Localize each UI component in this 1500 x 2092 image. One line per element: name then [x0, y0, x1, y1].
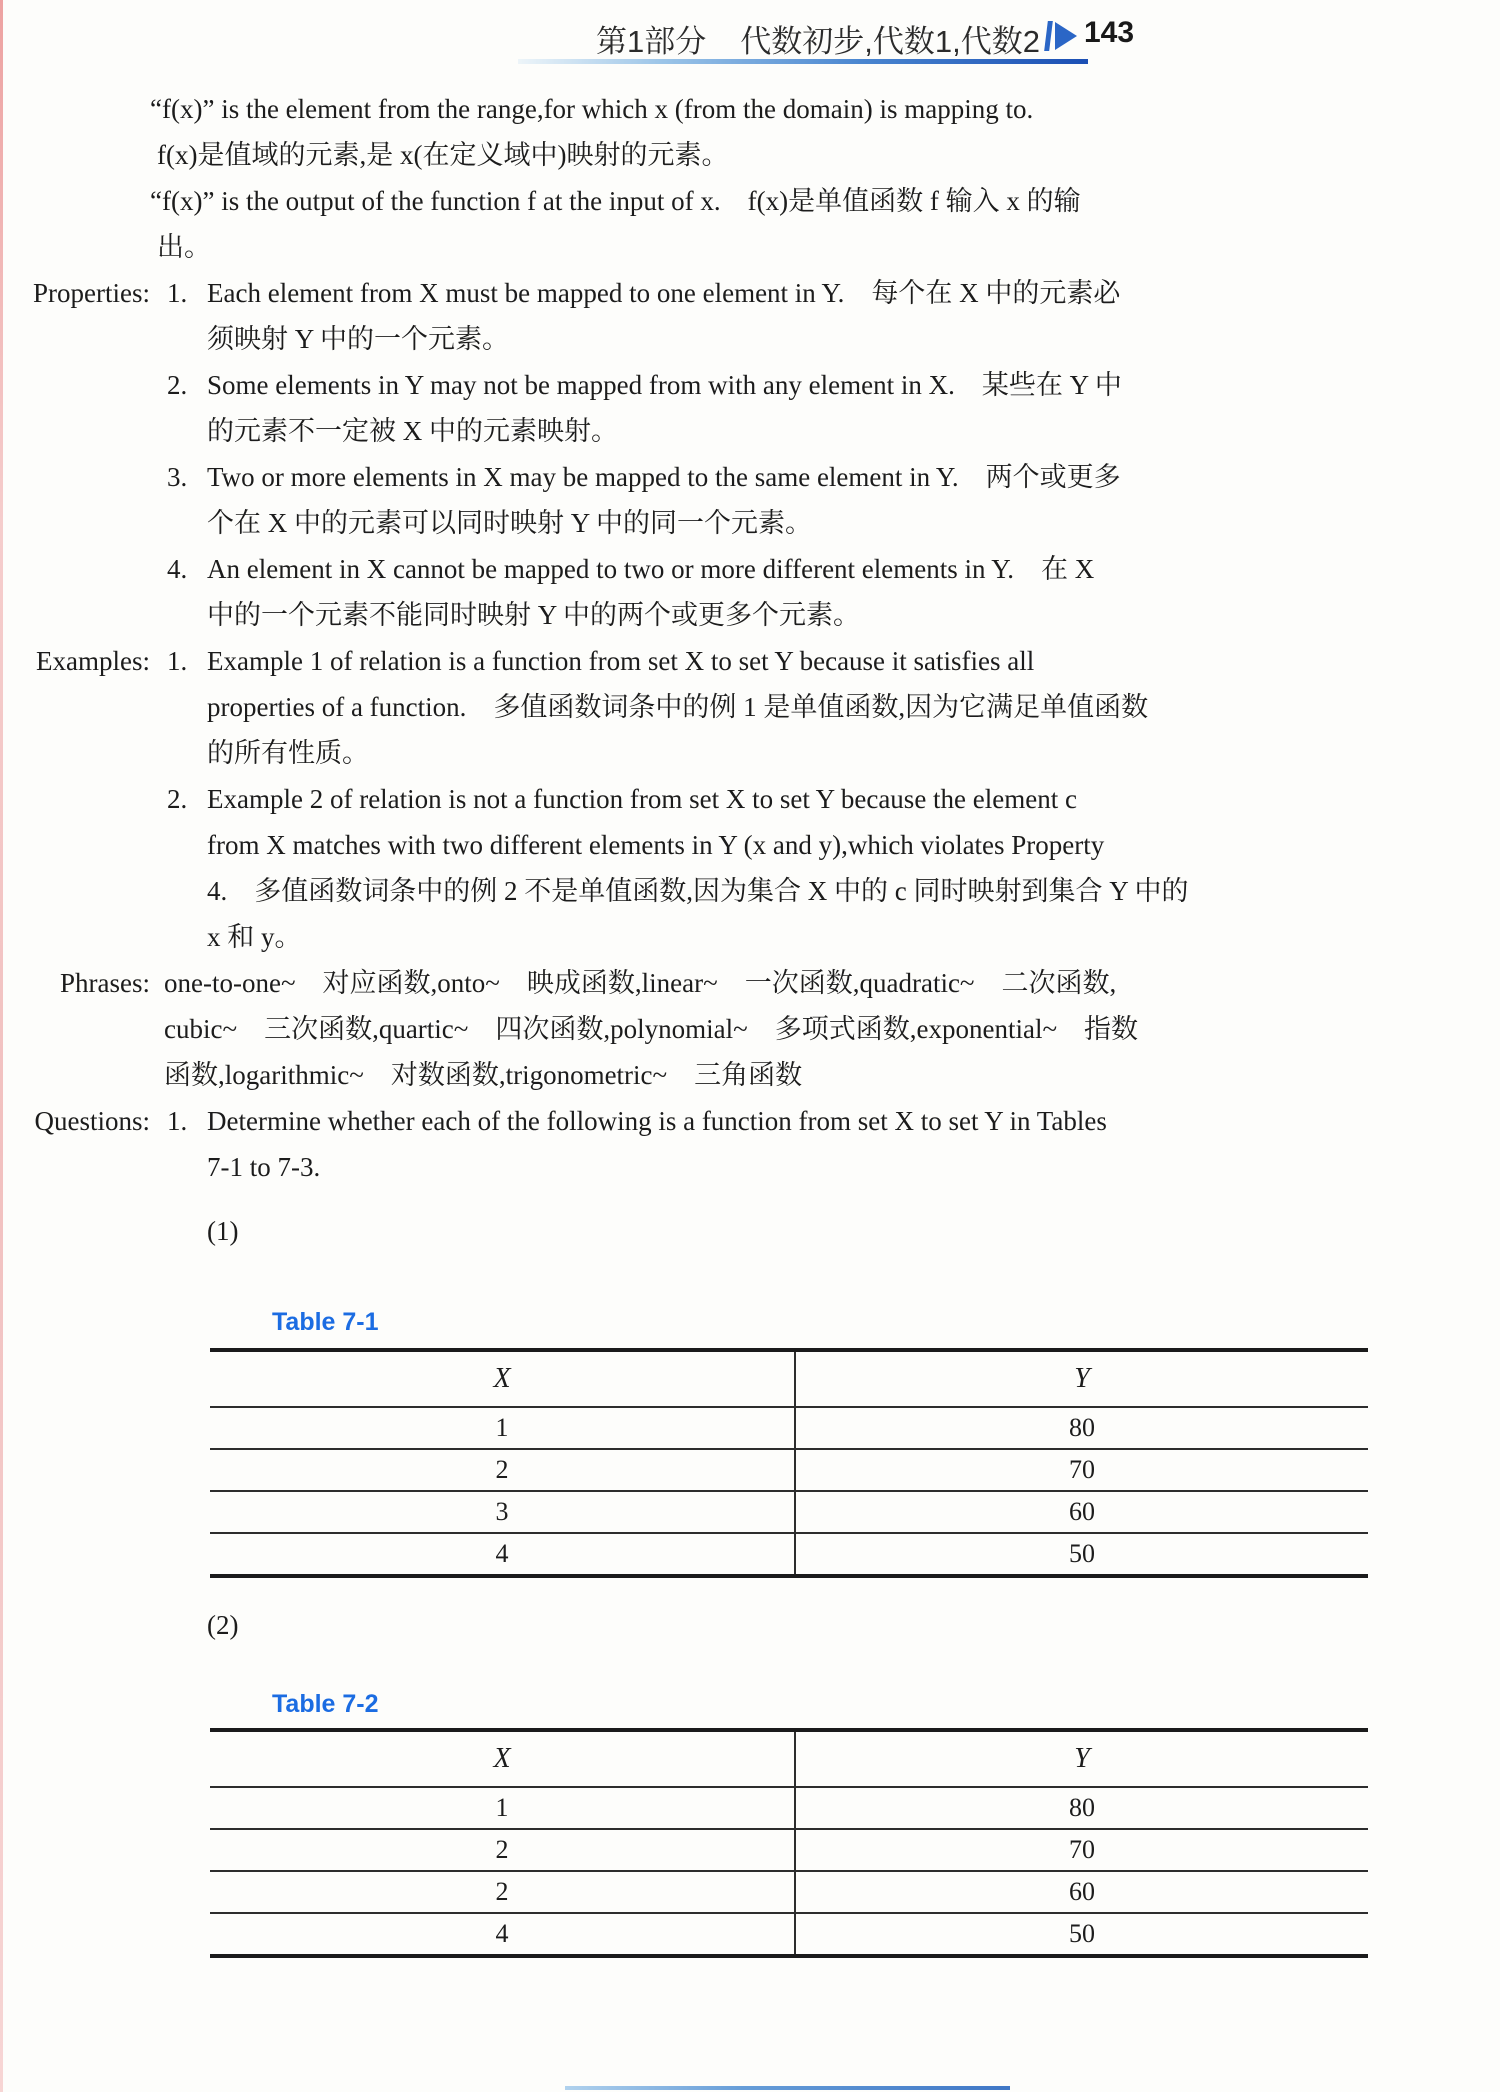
item-text: 个在 X 中的元素可以同时映射 Y 中的同一个元素。: [207, 508, 812, 538]
cell-x: 3: [210, 1492, 796, 1532]
properties-item: [0, 270, 1440, 316]
item-number: 1.: [167, 646, 188, 676]
header-section-title: [0, 16, 1040, 61]
play-arrow-icon: [1046, 20, 1077, 52]
item-text: Each element from X must be mapped to one element in Y. 每个在 X 中的元素必: [207, 278, 1121, 308]
table-7-2-label: Table 7-2: [272, 1690, 379, 1718]
table-header-x: X: [210, 1352, 796, 1406]
item-text: Example 1 of relation is a function from set X to set Y because it satisfies all: [207, 646, 1035, 676]
header-chapter-title: 代数初步,代数1,代数2: [740, 24, 1040, 59]
question-part-1: (1): [207, 1216, 239, 1246]
table-row: [210, 1448, 1368, 1490]
cell-y: 60: [1069, 1497, 1095, 1526]
table-row: [210, 1912, 1368, 1954]
intro-line: “f(x)” is the element from the range,for which x (from the domain) is mapping to.: [150, 94, 1034, 124]
intro-line: f(x)是值域的元素,是 x(在定义域中)映射的元素。: [157, 140, 729, 170]
cell-x: 2: [210, 1450, 796, 1490]
properties-item: [0, 454, 1440, 500]
table-header-x: X: [210, 1732, 796, 1786]
item-number: 1.: [167, 278, 188, 308]
cell-y: 70: [1069, 1455, 1095, 1484]
phrases-text: 函数,logarithmic~ 对数函数,trigonometric~ 三角函数: [164, 1060, 803, 1090]
item-text: Example 2 of relation is not a function from set X to set Y because the element c: [207, 784, 1077, 814]
item-text: 中的一个元素不能同时映射 Y 中的两个或更多个元素。: [207, 600, 860, 630]
examples-item: [0, 776, 1440, 822]
cell-y: 50: [1069, 1919, 1095, 1948]
intro-line: 出。: [157, 232, 211, 262]
item-text: 7-1 to 7-3.: [207, 1152, 321, 1182]
table-row: [210, 1786, 1368, 1828]
footer-rule: [565, 2086, 1010, 2090]
table-row: [210, 1870, 1368, 1912]
table-header-row: [210, 1732, 1368, 1786]
item-text: x 和 y。: [207, 922, 302, 952]
header-underline: [518, 59, 1088, 64]
cell-x: 4: [210, 1914, 796, 1954]
cell-y: 60: [1069, 1877, 1095, 1906]
cell-x: 1: [210, 1408, 796, 1448]
item-text: 的元素不一定被 X 中的元素映射。: [207, 416, 618, 446]
table-header-y: Y: [1074, 1743, 1090, 1774]
page-body: [0, 86, 1440, 1958]
cell-x: 2: [210, 1872, 796, 1912]
cell-y: 50: [1069, 1539, 1095, 1568]
examples-item: [0, 638, 1440, 684]
examples-label: Examples:: [36, 646, 150, 676]
table-7-2: [210, 1728, 1368, 1958]
page-number: 143: [1084, 16, 1135, 49]
properties-label: Properties:: [33, 278, 150, 308]
table-row: [210, 1490, 1368, 1532]
table-header-y: Y: [1074, 1363, 1090, 1394]
questions-label: Questions:: [34, 1106, 150, 1136]
item-text: Two or more elements in X may be mapped to the same element in Y. 两个或更多: [207, 462, 1121, 492]
cell-x: 4: [210, 1534, 796, 1574]
table-7-1: [210, 1348, 1368, 1578]
properties-item: [0, 546, 1440, 592]
phrases-label: Phrases:: [60, 968, 150, 998]
questions-item: [0, 1098, 1440, 1144]
phrases-block: [0, 960, 1440, 1006]
item-text: from X matches with two different elements in Y (x and y),which violates Property: [207, 830, 1105, 860]
cell-y: 80: [1069, 1793, 1095, 1822]
item-text: An element in X cannot be mapped to two or more different elements in Y. 在 X: [207, 554, 1095, 584]
arrow-bar: [1044, 21, 1053, 51]
item-number: 3.: [167, 462, 188, 492]
item-text: 4. 多值函数词条中的例 2 不是单值函数,因为集合 X 中的 c 同时映射到集合 Y 中的: [207, 876, 1189, 906]
cell-x: 2: [210, 1830, 796, 1870]
properties-item: [0, 362, 1440, 408]
table-row: [210, 1532, 1368, 1574]
cell-y: 80: [1069, 1413, 1095, 1442]
header-part-label: 第1部分: [596, 24, 707, 59]
item-text: 的所有性质。: [207, 738, 369, 768]
cell-x: 1: [210, 1788, 796, 1828]
table-7-1-label: Table 7-1: [272, 1308, 379, 1336]
intro-line: “f(x)” is the output of the function f at the input of x. f(x)是单值函数 f 输入 x 的输: [150, 186, 1081, 216]
item-text: 须映射 Y 中的一个元素。: [207, 324, 509, 354]
item-number: 4.: [167, 554, 188, 584]
item-text: properties of a function. 多值函数词条中的例 1 是单值函数,因为它满足单值函数: [207, 692, 1149, 722]
table-row: [210, 1406, 1368, 1448]
item-number: 2.: [167, 370, 188, 400]
item-number: 2.: [167, 784, 188, 814]
item-text: Some elements in Y may not be mapped from with any element in X. 某些在 Y 中: [207, 370, 1122, 400]
item-number: 1.: [167, 1106, 188, 1136]
cell-y: 70: [1069, 1835, 1095, 1864]
table-header-row: [210, 1352, 1368, 1406]
table-row: [210, 1828, 1368, 1870]
item-text: Determine whether each of the following is a function from set X to set Y in Tables: [207, 1106, 1107, 1136]
phrases-text: cubic~ 三次函数,quartic~ 四次函数,polynomial~ 多项式函数,exponential~ 指数: [164, 1014, 1139, 1044]
arrow-triangle: [1055, 22, 1077, 50]
question-part-2: (2): [207, 1610, 239, 1640]
phrases-text: one-to-one~ 对应函数,onto~ 映成函数,linear~ 一次函数,quadratic~ 二次函数,: [164, 968, 1117, 998]
